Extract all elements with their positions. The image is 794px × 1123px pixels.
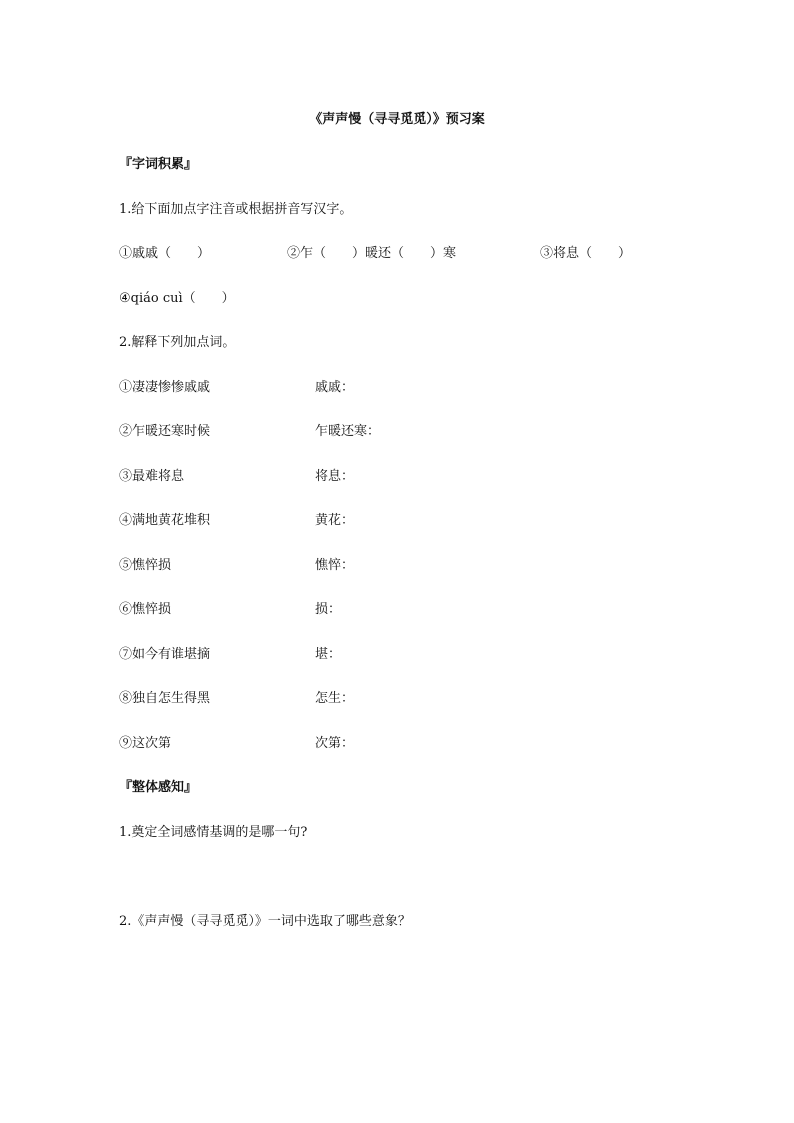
word-4: 黄花：: [315, 513, 355, 528]
word-1: 戚戚：: [315, 380, 355, 395]
word-9: 次第：: [315, 736, 355, 751]
phrase-2: ②乍暖还寒时候: [119, 424, 211, 439]
word-5: 憔悴：: [315, 558, 355, 573]
phrase-5: ⑤憔悴损: [119, 558, 172, 573]
phrase-1: ①凄凄惨惨戚戚: [119, 380, 211, 395]
question-1-prompt: 1.给下面加点字注音或根据拼音写汉字。: [119, 202, 353, 217]
section-heading-vocabulary: 『字词积累』: [119, 157, 198, 172]
word-3: 将息：: [315, 469, 355, 484]
question-1-item-3: ③将息（ ）: [540, 246, 632, 261]
question-2-prompt: 2.解释下列加点词。: [119, 335, 236, 350]
phrase-4: ④满地黄花堆积: [119, 513, 211, 528]
question-1-item-1: ①戚戚（ ）: [119, 246, 211, 261]
phrase-3: ③最难将息: [119, 469, 185, 484]
word-2: 乍暖还寒：: [315, 424, 381, 439]
word-7: 堪：: [315, 647, 342, 662]
page-title: 《声声慢（寻寻觅觅）》预习案: [309, 112, 485, 127]
overall-question-2: 2.《声声慢（寻寻觅觅）》一词中选取了哪些意象？: [119, 914, 411, 929]
phrase-8: ⑧独自怎生得黑: [119, 691, 211, 706]
overall-question-1: 1.奠定全词感情基调的是哪一句?: [119, 825, 308, 840]
phrase-7: ⑦如今有谁堪摘: [119, 647, 211, 662]
question-1-item-4: ④qiáo cuì（ ）: [119, 291, 235, 306]
question-1-item-2: ②乍（ ）暖还（ ）寒: [287, 246, 457, 261]
word-6: 损：: [315, 602, 342, 617]
word-8: 怎生：: [315, 691, 355, 706]
section-heading-overall: 『整体感知』: [119, 780, 198, 795]
phrase-6: ⑥憔悴损: [119, 602, 172, 617]
phrase-9: ⑨这次第: [119, 736, 172, 751]
